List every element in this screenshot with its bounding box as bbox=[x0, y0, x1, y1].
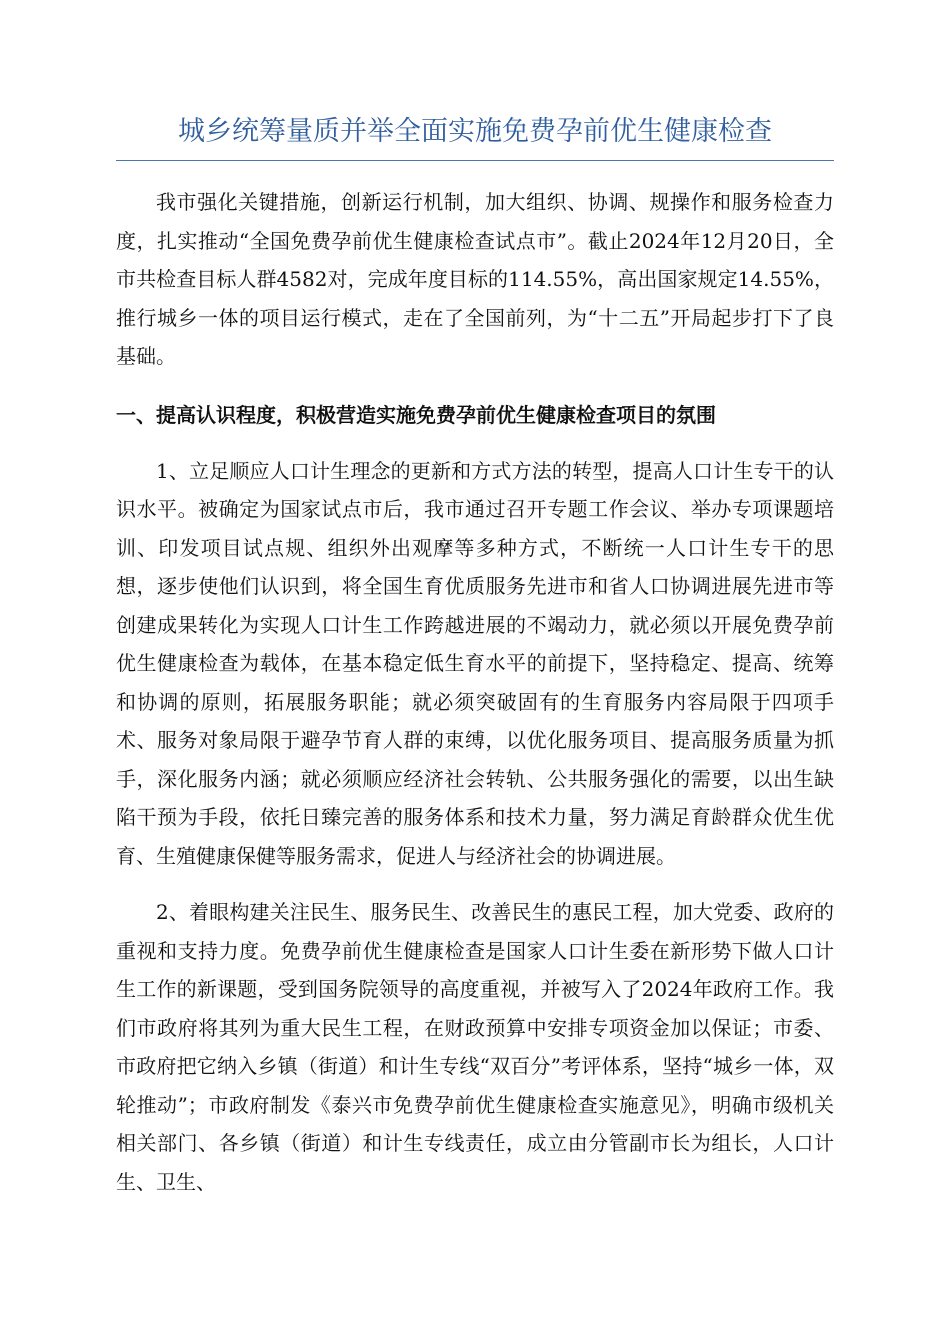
body-paragraph-1: 1、立足顺应人口计生理念的更新和方式方法的转型，提高人口计生专干的认识水平。被确定为国家试点市后，我市通过召开专题工作会议、举办专项课题培训、印发项目试点规、组织外出观摩等多种方式，不断统一人口计生专干的思想，逐步使他们认识到，将全国生育优质服务先进市和省人口协调进展先进市等创建成果转化为实现人口计生工作跨越进展的不竭动力，就必须以开展免费孕前优生健康检查为载体，在基本稳定低生育水平的前提下，坚持稳定、提高、统筹和协调的原则，拓展服务职能；就必须突破固有的生育服务内容局限于四项手术、服务对象局限于避孕节育人群的束缚，以优化服务项目、提高服务质量为抓手，深化服务内涵；就必须顺应经济社会转轨、公共服务强化的需要，以出生缺陷干预为手段，依托日臻完善的服务体系和技术力量，努力满足育龄群众优生优育、生殖健康保健等服务需求，促进人与经济社会的协调进展。 bbox=[116, 458, 834, 868]
section-heading: 一、提高认识程度，积极营造实施免费孕前优生健康检查项目的氛围 bbox=[116, 402, 716, 427]
intro-paragraph: 我市强化关键措施，创新运行机制，加大组织、协调、规操作和服务检查力度，扎实推动“全国免费孕前优生健康检查试点市”。截止2024年12月20日，全市共检查目标人群4582对，完成年度目标的114.55%，高出国家规定14.55%，推行城乡一体的项目运行模式，走在了全国前列，为“十二五”开局起步打下了良基础。 bbox=[116, 190, 834, 368]
body-paragraph-2: 2、着眼构建关注民生、服务民生、改善民生的惠民工程，加大党委、政府的重视和支持力度。免费孕前优生健康检查是国家人口计生委在新形势下做人口计生工作的新课题，受到国务院领导的高度重视，并被写入了2024年政府工作。我们市政府将其列为重大民生工程，在财政预算中安排专项资金加以保证；市委、市政府把它纳入乡镇（街道）和计生专线“双百分”考评体系，坚持“城乡一体，双轮推动”；市政府制发《泰兴市免费孕前优生健康检查实施意见》，明确市级机关相关部门、各乡镇（街道）和计生专线责任，成立由分管副市长为组长，人口计生、卫生、 bbox=[116, 900, 834, 1194]
document-title: 城乡统筹量质并举全面实施免费孕前优生健康检查 bbox=[116, 108, 834, 161]
document-page bbox=[116, 108, 834, 1201]
